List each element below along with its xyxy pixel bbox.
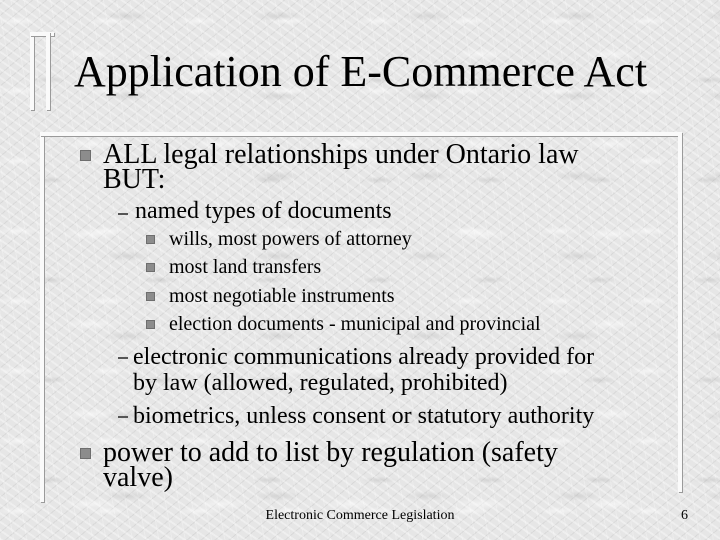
dash-bullet-icon [118,357,128,359]
frame-line [30,32,34,110]
slide-title: Application of E-Commerce Act [74,47,648,96]
dash-bullet-icon [118,416,128,418]
bullet-text: valve) [103,462,173,493]
bullet-text: ALL legal relationships under Ontario law [103,139,579,170]
frame-line [40,132,44,502]
frame-line [46,32,50,110]
frame-line [40,132,682,136]
document-type-item: wills, most powers of attorney [169,228,412,250]
frame-line [30,32,54,36]
sub-bullet-text: named types of documents [135,198,392,224]
bullet-text: power to add to list by regulation (safety [103,437,558,468]
page-number: 6 [681,508,688,523]
bullet-square-icon [80,150,91,161]
bullet-square-icon [146,292,155,301]
bullet-square-icon [146,320,155,329]
bullet-square-icon [146,263,155,272]
bullet-text: BUT: [103,164,166,195]
sub-bullet-text: by law (allowed, regulated, prohibited) [133,370,508,396]
frame-line [678,132,682,492]
sub-bullet-text: biometrics, unless consent or statutory authority [133,403,595,429]
bullet-square-icon [146,235,155,244]
document-type-item: election documents - municipal and provincial [169,313,541,335]
slide-footer: Electronic Commerce Legislation [265,508,455,523]
sub-bullet-text: electronic communications already provided for [133,344,595,370]
document-type-item: most negotiable instruments [169,285,395,307]
bullet-square-icon [80,448,91,459]
document-type-item: most land transfers [169,256,322,278]
dash-bullet-icon [118,213,128,215]
